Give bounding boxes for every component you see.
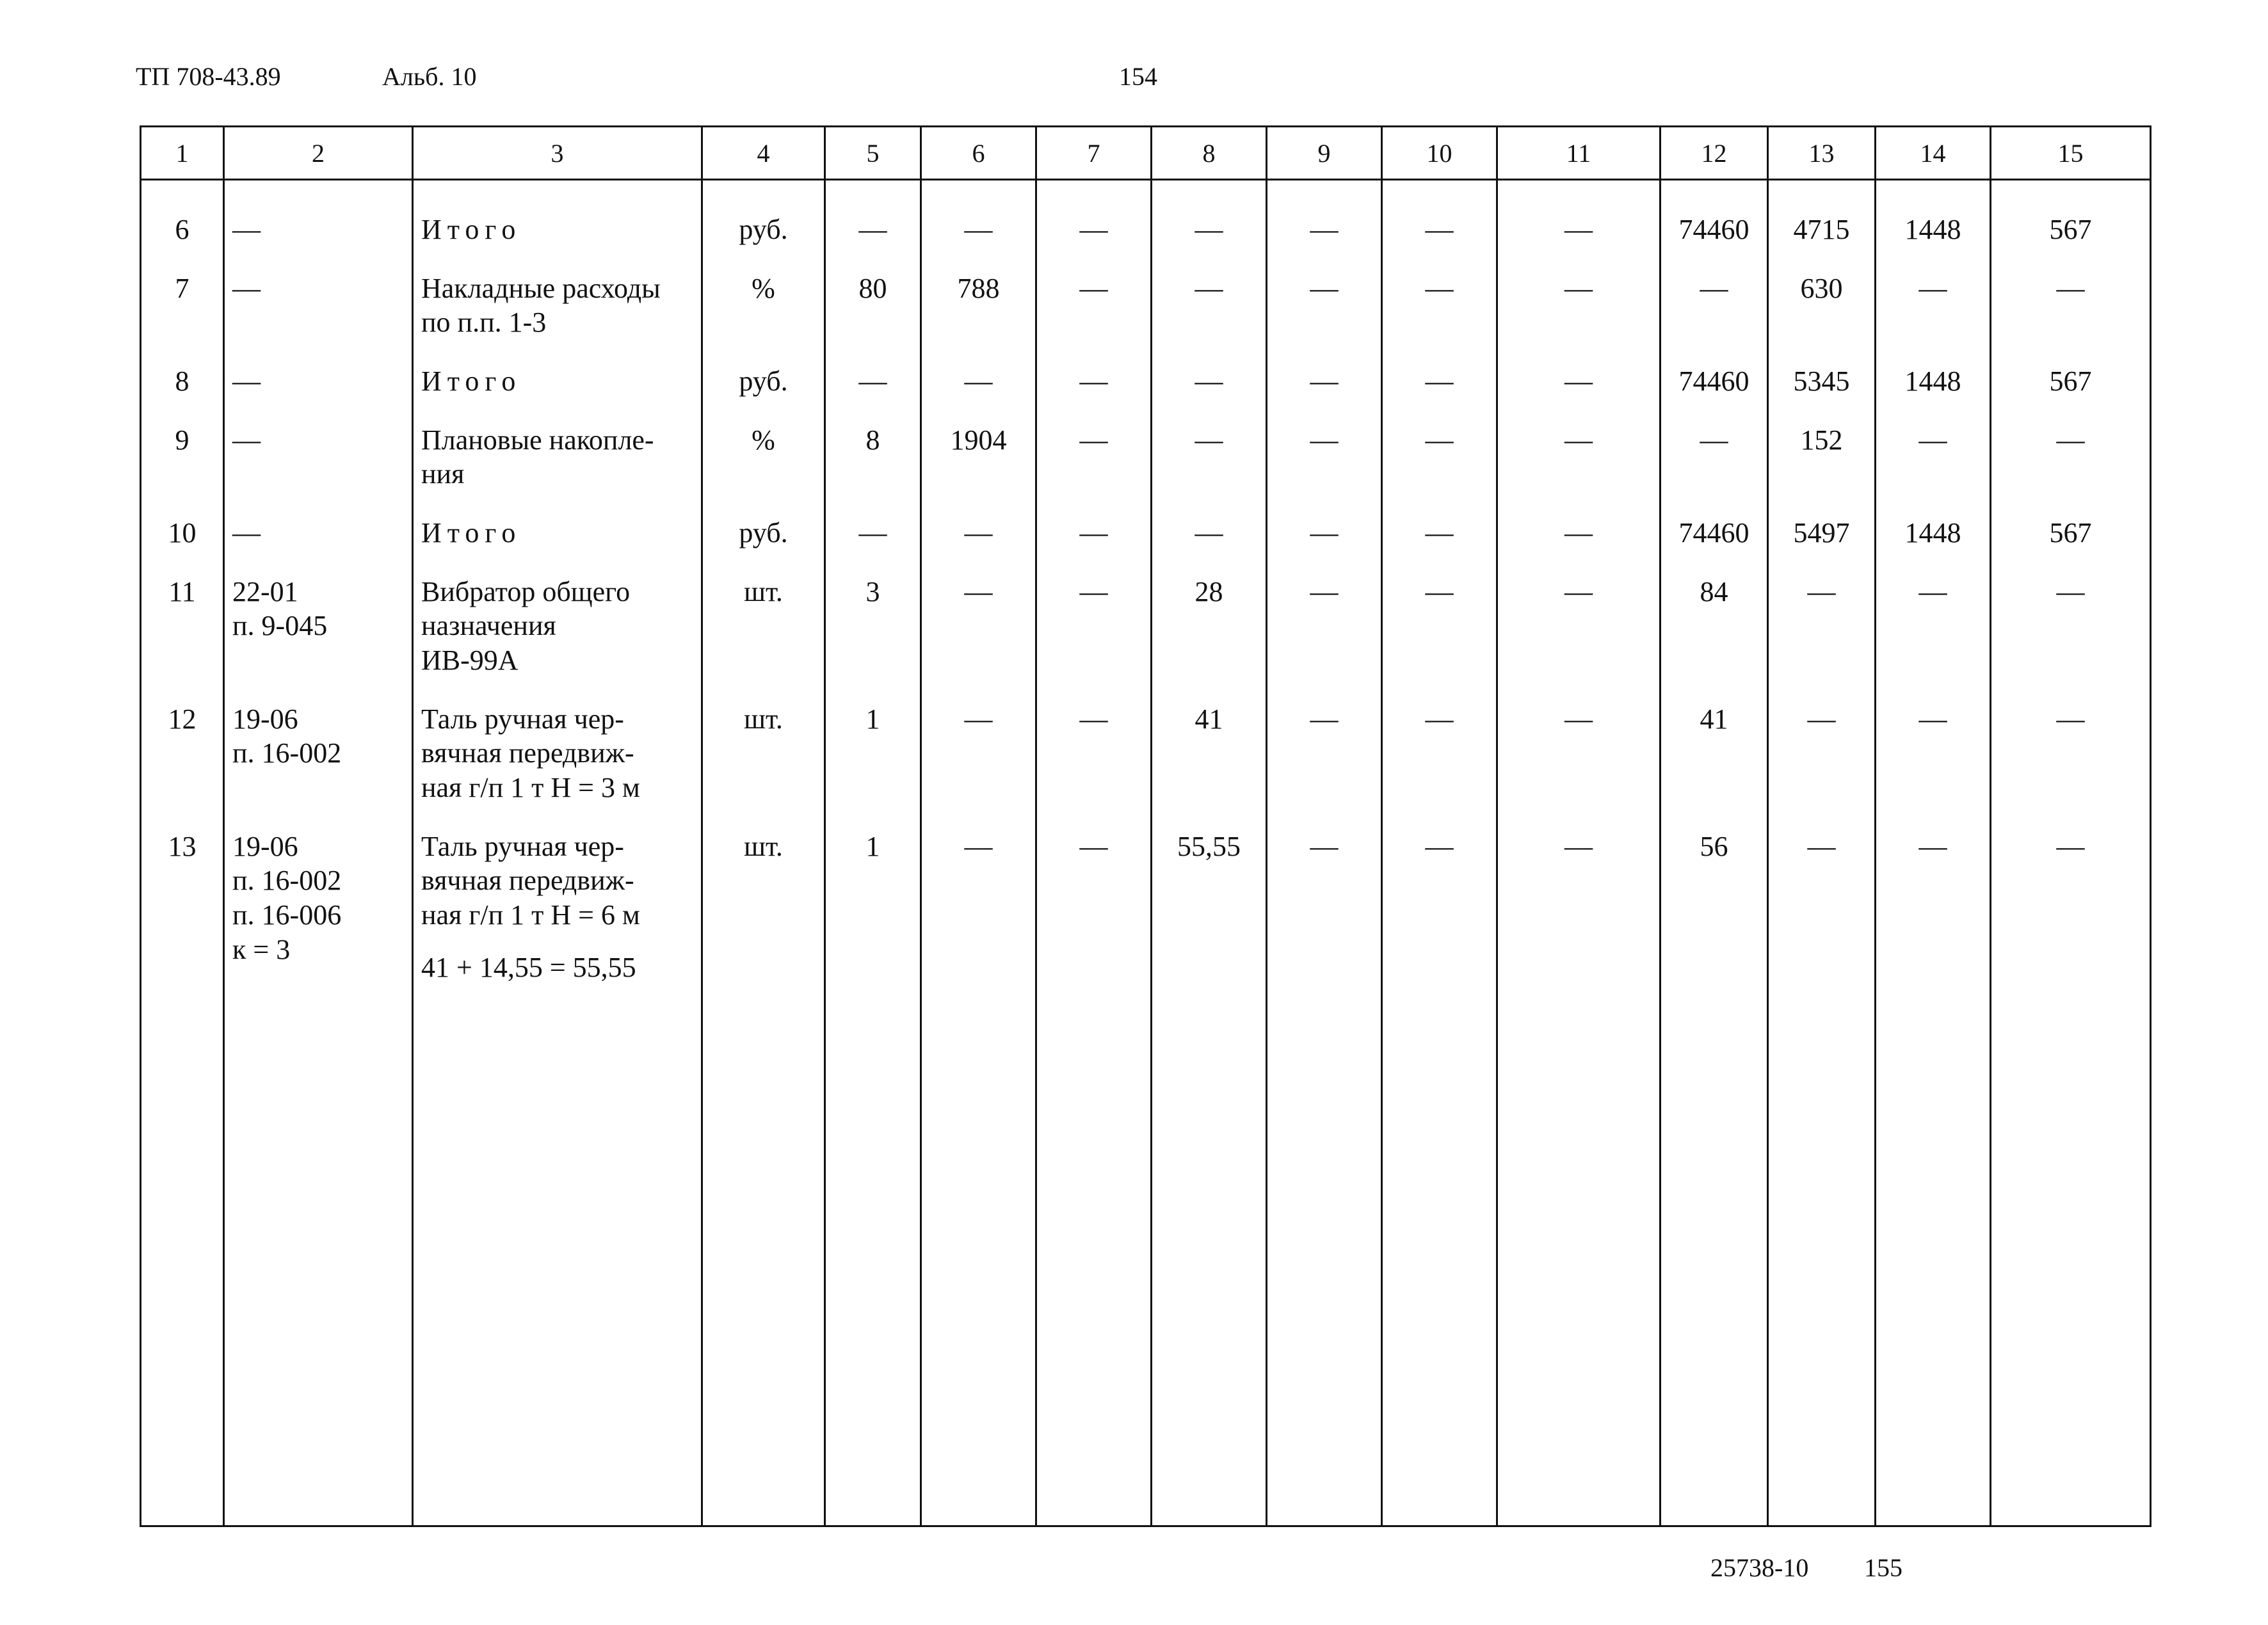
cell-col-12: 74460 [1661,340,1768,399]
cell-col-7: — [1036,247,1152,340]
cell-col-4: руб. [702,492,825,550]
cell-col-11: — [1497,805,1661,985]
table-row [141,180,2151,247]
column-header: 10 [1382,127,1497,180]
column-header: 2 [224,127,413,180]
cell-col-8: — [1152,180,1267,247]
cell-col-13: — [1768,678,1876,805]
cell-col-3 [413,247,702,340]
cell-col-9: — [1267,550,1382,678]
cell-col-11: — [1497,492,1661,550]
empty-cell [413,984,702,1526]
page-number: 154 [1119,62,1157,91]
column-header: 3 [413,127,702,180]
cell-col-1: 8 [141,340,224,399]
cell-col-12: — [1661,247,1768,340]
cell-col-14: — [1876,805,1991,985]
cell-col-13: — [1768,550,1876,678]
cell-col-1: 9 [141,399,224,492]
column-header: 15 [1991,127,2151,180]
column-header: 7 [1036,127,1152,180]
footer-code: 25738-10 [1710,1553,1809,1582]
cell-col-12: 74460 [1661,180,1768,247]
cell-col-3 [413,492,702,550]
item-name-line: назначения [421,610,556,642]
empty-cell [1497,984,1661,1526]
cell-col-2 [224,550,413,678]
item-name-line: Накладные расходы [421,272,661,304]
item-name-line: Итого [421,517,522,549]
cell-col-14: 1448 [1876,340,1991,399]
cell-col-15: 567 [1991,340,2151,399]
cell-col-10: — [1382,399,1497,492]
column-header: 11 [1497,127,1661,180]
cell-col-9: — [1267,180,1382,247]
column-header: 9 [1267,127,1382,180]
norm-reference-line: п. 16-002 [232,737,342,769]
item-name-line: вячная передвиж- [421,737,634,769]
cell-col-6: — [921,492,1036,550]
norm-reference-line: — [232,424,261,456]
column-header: 8 [1152,127,1267,180]
cell-col-6: 1904 [921,399,1036,492]
table-row [141,492,2151,550]
empty-cell [1382,984,1497,1526]
cell-col-11: — [1497,550,1661,678]
norm-reference-line: 22-01 [232,575,298,607]
cell-col-9: — [1267,340,1382,399]
cell-col-13: 630 [1768,247,1876,340]
cell-col-5: 8 [825,399,921,492]
cell-col-6: — [921,678,1036,805]
cell-col-9: — [1267,492,1382,550]
cell-col-14: — [1876,550,1991,678]
norm-reference-line: 19-06 [232,830,298,862]
column-number-row [141,127,2151,180]
cell-col-9: — [1267,247,1382,340]
cell-col-3 [413,678,702,805]
table-body [141,180,2151,1526]
cell-col-15: — [1991,805,2151,985]
table-row [141,340,2151,399]
table-row [141,550,2151,678]
empty-cell [1152,984,1267,1526]
cell-col-5: 1 [825,805,921,985]
empty-cell [825,984,921,1526]
cell-col-7: — [1036,550,1152,678]
cell-col-2 [224,805,413,985]
cell-col-5: 3 [825,550,921,678]
cell-col-7: — [1036,492,1152,550]
table-row [141,247,2151,340]
item-name-line: вячная передвиж- [421,865,634,897]
cell-col-2 [224,340,413,399]
item-name-line: Таль ручная чер- [421,830,624,862]
cell-col-3 [413,805,702,985]
empty-cell [1991,984,2151,1526]
item-name-line: ИВ-99А [421,644,519,676]
cell-col-13: — [1768,805,1876,985]
empty-cell [1036,984,1152,1526]
item-name-line: Таль ручная чер- [421,703,624,735]
cell-col-5: — [825,180,921,247]
cell-col-6: — [921,805,1036,985]
column-header: 4 [702,127,825,180]
item-name-line: Итого [421,214,522,245]
empty-cell [702,984,825,1526]
cell-col-4: шт. [702,805,825,985]
column-header: 14 [1876,127,1991,180]
document-code: ТП 708-43.89 [136,62,281,91]
norm-reference-line: — [232,272,261,304]
cell-col-7: — [1036,399,1152,492]
estimate-table [140,125,2151,1527]
calculation-note: 41 + 14,55 = 55,55 [421,951,636,983]
cell-col-13: 4715 [1768,180,1876,247]
cell-col-2 [224,180,413,247]
cell-col-6: — [921,180,1036,247]
table-row [141,678,2151,805]
cell-col-15: 567 [1991,180,2151,247]
column-header: 1 [141,127,224,180]
cell-col-5: 80 [825,247,921,340]
cell-col-10: — [1382,247,1497,340]
empty-cell [1267,984,1382,1526]
cell-col-12: 84 [1661,550,1768,678]
cell-col-1: 6 [141,180,224,247]
norm-reference-line: п. 16-006 [232,899,342,931]
cell-col-5: — [825,340,921,399]
cell-col-7: — [1036,805,1152,985]
empty-cell [921,984,1036,1526]
cell-col-10: — [1382,180,1497,247]
cell-col-8: 55,55 [1152,805,1267,985]
cell-col-15: — [1991,550,2151,678]
empty-cell [1661,984,1768,1526]
cell-col-4: % [702,399,825,492]
norm-reference-line: п. 9-045 [232,610,328,642]
cell-col-12: 74460 [1661,492,1768,550]
cell-col-12: 56 [1661,805,1768,985]
cell-col-13: 5497 [1768,492,1876,550]
cell-col-1: 13 [141,805,224,985]
cell-col-3 [413,399,702,492]
cell-col-1: 12 [141,678,224,805]
cell-col-9: — [1267,399,1382,492]
item-name-line: ная г/п 1 т Н = 6 м [421,899,640,931]
item-name-line: ная г/п 1 т Н = 3 м [421,772,640,804]
cell-col-14: — [1876,678,1991,805]
cell-col-11: — [1497,340,1661,399]
cell-col-15: — [1991,678,2151,805]
cell-col-10: — [1382,678,1497,805]
cell-col-7: — [1036,340,1152,399]
cell-col-12: — [1661,399,1768,492]
cell-col-1: 11 [141,550,224,678]
cell-col-7: — [1036,678,1152,805]
cell-col-11: — [1497,678,1661,805]
cell-col-15: 567 [1991,492,2151,550]
cell-col-2 [224,399,413,492]
cell-col-3 [413,550,702,678]
norm-reference-line: п. 16-002 [232,865,342,897]
cell-col-12: 41 [1661,678,1768,805]
cell-col-2 [224,247,413,340]
cell-col-7: — [1036,180,1152,247]
cell-col-2 [224,492,413,550]
cell-col-4: % [702,247,825,340]
norm-reference-line: 19-06 [232,703,298,735]
cell-col-8: — [1152,340,1267,399]
cell-col-1: 7 [141,247,224,340]
item-name-line: Вибратор общего [421,575,631,607]
cell-col-10: — [1382,340,1497,399]
item-name-line: Итого [421,365,522,397]
cell-col-8: — [1152,399,1267,492]
norm-reference-line: к = 3 [232,933,291,965]
empty-cell [1768,984,1876,1526]
album-number: Альб. 10 [382,62,477,91]
cell-col-4: руб. [702,340,825,399]
cell-col-8: — [1152,247,1267,340]
cell-col-3 [413,340,702,399]
cell-col-4: руб. [702,180,825,247]
cell-col-2 [224,678,413,805]
cell-col-4: шт. [702,678,825,805]
item-name-line: ния [421,458,465,490]
cell-col-14: — [1876,247,1991,340]
norm-reference-line: — [232,517,261,549]
cell-col-6: — [921,340,1036,399]
empty-cell [141,984,224,1526]
column-header: 5 [825,127,921,180]
cell-col-13: 152 [1768,399,1876,492]
cell-col-9: — [1267,805,1382,985]
table-row [141,399,2151,492]
norm-reference-line: — [232,214,261,245]
table-row [141,805,2151,985]
cell-col-14: 1448 [1876,180,1991,247]
cell-col-15: — [1991,247,2151,340]
cell-col-8: 41 [1152,678,1267,805]
cell-col-11: — [1497,399,1661,492]
column-header: 12 [1661,127,1768,180]
column-header: 6 [921,127,1036,180]
footer-page-number: 155 [1864,1553,1902,1582]
cell-col-9: — [1267,678,1382,805]
cell-col-13: 5345 [1768,340,1876,399]
cell-col-5: 1 [825,678,921,805]
cell-col-10: — [1382,492,1497,550]
column-header: 13 [1768,127,1876,180]
item-name-line: по п.п. 1-3 [421,307,547,339]
cell-col-10: — [1382,550,1497,678]
cell-col-8: — [1152,492,1267,550]
cell-col-11: — [1497,180,1661,247]
cell-col-6: 788 [921,247,1036,340]
cell-col-15: — [1991,399,2151,492]
cell-col-5: — [825,492,921,550]
cell-col-3 [413,180,702,247]
cell-col-14: 1448 [1876,492,1991,550]
cell-col-10: — [1382,805,1497,985]
cell-col-1: 10 [141,492,224,550]
cell-col-11: — [1497,247,1661,340]
cell-col-14: — [1876,399,1991,492]
empty-cell [224,984,413,1526]
empty-cell [1876,984,1991,1526]
cell-col-4: шт. [702,550,825,678]
table-filler-row [141,984,2151,1526]
cell-col-8: 28 [1152,550,1267,678]
norm-reference-line: — [232,365,261,397]
item-name-line: Плановые накопле- [421,424,654,456]
cell-col-6: — [921,550,1036,678]
